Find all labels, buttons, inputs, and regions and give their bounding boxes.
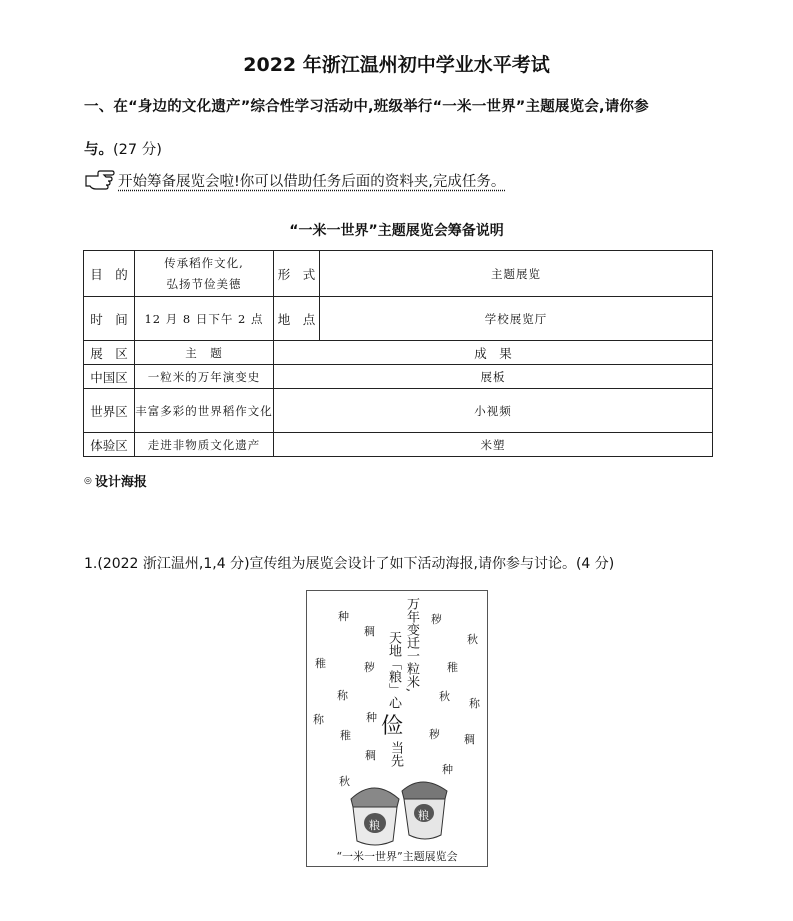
zone-cell: 中国区 — [84, 365, 135, 389]
table-row — [84, 365, 713, 389]
poster-char: 稚 — [340, 729, 351, 742]
table-row — [84, 389, 713, 433]
zone-header: 展 区 — [84, 341, 135, 365]
prep-table — [83, 250, 713, 457]
result-cell: 米塑 — [274, 433, 713, 457]
theme-cell: 走进非物质文化遗产 — [135, 433, 274, 457]
purpose-value — [135, 251, 274, 297]
hint-line — [84, 168, 505, 192]
form-value: 主题展览 — [320, 251, 713, 297]
purpose-value-line2: 弘扬节俭美德 — [166, 277, 242, 291]
poster-char: 称 — [469, 697, 480, 710]
poster-char: 稠 — [364, 625, 375, 638]
design-heading-text: 设计海报 — [94, 475, 147, 490]
zone-cell: 世界区 — [84, 389, 135, 433]
table-caption: “一米一世界”主题展览会筹备说明 — [289, 223, 504, 239]
theme-cell: 丰富多彩的世界稻作文化 — [135, 389, 274, 433]
poster-big-char: 俭 — [381, 714, 404, 739]
question1-stem: 一、在“身边的文化遗产”综合性学习活动中,班级举行“一米一世界”主题展览会,请你参 — [84, 99, 649, 115]
poster-char: 种 — [442, 763, 453, 776]
poster-char: 秽 — [429, 728, 440, 741]
poster-char: 秋 — [439, 690, 450, 703]
page-title: 2022 年浙江温州初中学业水平考试 — [243, 54, 550, 76]
theme-cell: 一粒米的万年演变史 — [135, 365, 274, 389]
pointing-hand-icon — [84, 168, 116, 192]
poster-char: 稠 — [365, 749, 376, 762]
result-header: 成 果 — [274, 341, 713, 365]
place-value: 学校展览厅 — [320, 297, 713, 341]
poster-line-after: 当先 — [388, 741, 403, 767]
zone-cell: 体验区 — [84, 433, 135, 457]
poster-char: 称 — [337, 689, 348, 702]
time-value: 12 月 8 日下午 2 点 — [135, 297, 274, 341]
poster-char: 秽 — [364, 661, 375, 674]
poster-char: 称 — [313, 713, 324, 726]
poster-char: 稚 — [315, 657, 326, 670]
question2-stem: 1.(2022 浙江温州,1,4 分)宣传组为展览会设计了如下活动海报,请你参与讨论。(4 分) — [84, 556, 615, 572]
bowl-label-right: 粮 — [418, 809, 429, 822]
design-heading — [84, 471, 147, 490]
table-row — [84, 433, 713, 457]
bullet-icon: ◎ — [84, 475, 92, 486]
poster-char: 稠 — [464, 733, 475, 746]
purpose-label: 目 的 — [84, 251, 135, 297]
poster-char: 种 — [338, 610, 349, 623]
result-cell: 展板 — [274, 365, 713, 389]
place-label: 地 点 — [274, 297, 320, 341]
form-label: 形 式 — [274, 251, 320, 297]
result-cell: 小视频 — [274, 389, 713, 433]
poster-char: 种 — [366, 711, 377, 724]
poster-char: 秋 — [339, 775, 350, 788]
theme-header: 主 题 — [135, 341, 274, 365]
question1-stem-continued — [84, 138, 162, 159]
poster-caption: “一米一世界”主题展览会 — [336, 850, 458, 863]
bowl-label-left: 粮 — [369, 819, 380, 832]
question1-stem-tail: 与。 — [84, 142, 113, 158]
poster-char: 秋 — [467, 633, 478, 646]
poster — [306, 590, 488, 867]
poster-char: 秽 — [431, 613, 442, 626]
rice-bowls-icon — [347, 769, 457, 847]
hint-text: 开始筹备展览会啦!你可以借助任务后面的资料夹,完成任务。 — [118, 173, 506, 190]
poster-char: 稚 — [447, 661, 458, 674]
poster-line-left: 天地「粮」心 — [386, 631, 401, 709]
purpose-value-line1: 传承稻作文化, — [164, 256, 244, 270]
time-label: 时 间 — [84, 297, 135, 341]
poster-line-right: 万年变迁一粒米, — [404, 597, 419, 693]
question1-score: (27 分) — [113, 142, 162, 158]
